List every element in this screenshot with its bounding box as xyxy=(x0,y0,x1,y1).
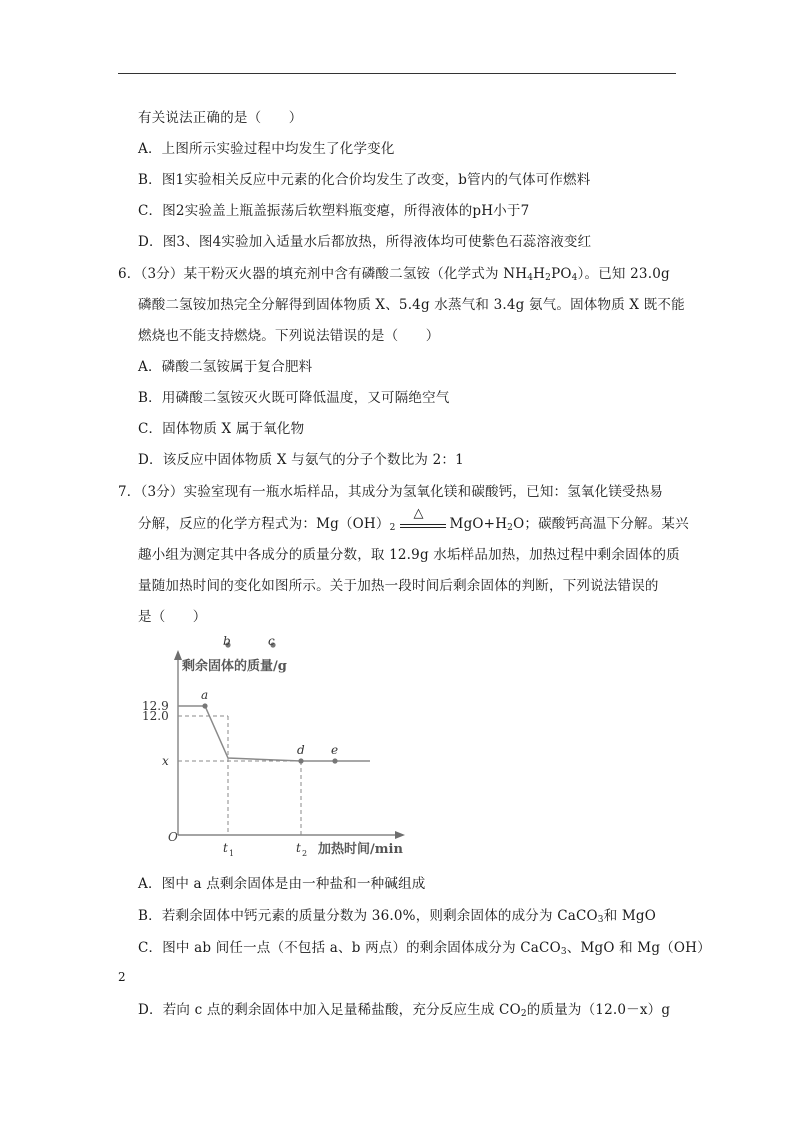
triangle-heat-icon: △ xyxy=(413,505,424,521)
x-tick-label: t xyxy=(223,841,228,855)
q7-line-3: 趣小组为测定其中各成分的质量分数，取 12.9g 水垢样品加热，加热过程中剩余固体的质 xyxy=(138,547,680,563)
q7-line-2: 分解，反应的化学方程式为：$Mg(OH)_2$ △ $MgO+H_2O$；碳酸钙高温下分解。某兴 xyxy=(138,505,689,533)
q6-line-1: 6．（3分）某干粉灭火器的填充剂中含有磷酸二氢铵（化学式为 $NH_4H_2PO_4$）。已知 23.0g xyxy=(118,266,670,283)
x-tick-subscript: 1 xyxy=(229,849,235,858)
x-axis-arrow xyxy=(395,831,405,839)
point-label-e: e xyxy=(331,743,339,757)
q6-option-c: C．固体物质 X 属于氧化物 xyxy=(138,421,305,437)
prev-option-d: D．图3、图4实验加入适量水后都放热，所得液体均可使紫色石蕊溶液变红 xyxy=(138,234,592,250)
x-tick-subscript: 2 xyxy=(302,849,308,858)
y-tick-label: 12.0 xyxy=(142,709,169,723)
point-label-d: d xyxy=(297,743,305,757)
y-tick-label: x xyxy=(162,754,169,768)
y-tick-label: 12.9 xyxy=(142,699,169,713)
y-axis-arrow xyxy=(174,650,182,660)
data-point-e xyxy=(332,758,337,763)
prev-option-a: A．上图所示实验过程中均发生了化学变化 xyxy=(138,141,395,157)
y-axis-label: 剩余固体的质量/g xyxy=(182,659,287,674)
q7-option-d: D．若向 c 点的剩余固体中加入足量稀盐酸，充分反应生成 $CO_2$的质量为（12.0－x）g xyxy=(138,1002,671,1019)
q6-line-3: 燃烧也不能支持燃烧。下列说法错误的是（ ） xyxy=(138,328,440,344)
q6-line-2: 磷酸二氢铵加热完全分解得到固体物质 X、5.4g 水蒸气和 3.4g 氨气。固体物质 X 既不能 xyxy=(138,297,685,313)
data-point-d xyxy=(298,758,303,763)
point-label-a: a xyxy=(201,688,209,702)
prev-question-stem: 有关说法正确的是（ ） xyxy=(138,110,303,126)
point-label-b: b xyxy=(223,634,231,648)
q7-line-1: 7．（3分）实验室现有一瓶水垢样品，其成分为氢氧化镁和碳酸钙，已知：氢氧化镁受热易 xyxy=(118,484,664,500)
mass-series-line xyxy=(178,706,370,761)
mass-time-chart xyxy=(142,634,415,858)
prev-option-b: B．图1实验相关反应中元素的化合价均发生了改变，b管内的气体可作燃料 xyxy=(138,172,591,188)
header-rule xyxy=(118,73,676,74)
point-label-c: c xyxy=(268,634,275,648)
q6-option-d: D．该反应中固体物质 X 与氨气的分子个数比为 2：1 xyxy=(138,452,464,468)
q7-option-c-wrap: 2 xyxy=(118,970,126,984)
q6-option-b: B．用磷酸二氢铵灭火既可降低温度，又可隔绝空气 xyxy=(138,390,450,406)
q7-option-b: B．若剩余固体中钙元素的质量分数为 36.0%，则剩余固体的成分为 CaCO$_3$和 MgO xyxy=(138,908,657,925)
x-axis-label: 加热时间/min xyxy=(318,842,403,857)
q7-line-5: 是（ ） xyxy=(138,609,207,625)
x-tick-label: t xyxy=(296,841,301,855)
heat-condition-sign xyxy=(398,505,448,532)
data-point-a xyxy=(202,703,207,708)
prev-option-c: C．图2实验盖上瓶盖振荡后软塑料瓶变瘪，所得液体的pH小于7 xyxy=(138,203,530,219)
origin-label: O xyxy=(168,830,178,844)
q7-option-c: C．图中 ab 间任一点（不包括 a、b 两点）的剩余固体成分为 CaCO$_3$、MgO 和 Mg（OH） xyxy=(138,940,711,957)
q7-line-4: 量随加热时间的变化如图所示。关于加热一段时间后剩余固体的判断，下列说法错误的 xyxy=(138,578,659,594)
q6-option-a: A．磷酸二氢铵属于复合肥料 xyxy=(138,359,313,375)
q7-option-a: A．图中 a 点剩余固体是由一种盐和一种碱组成 xyxy=(138,876,426,892)
